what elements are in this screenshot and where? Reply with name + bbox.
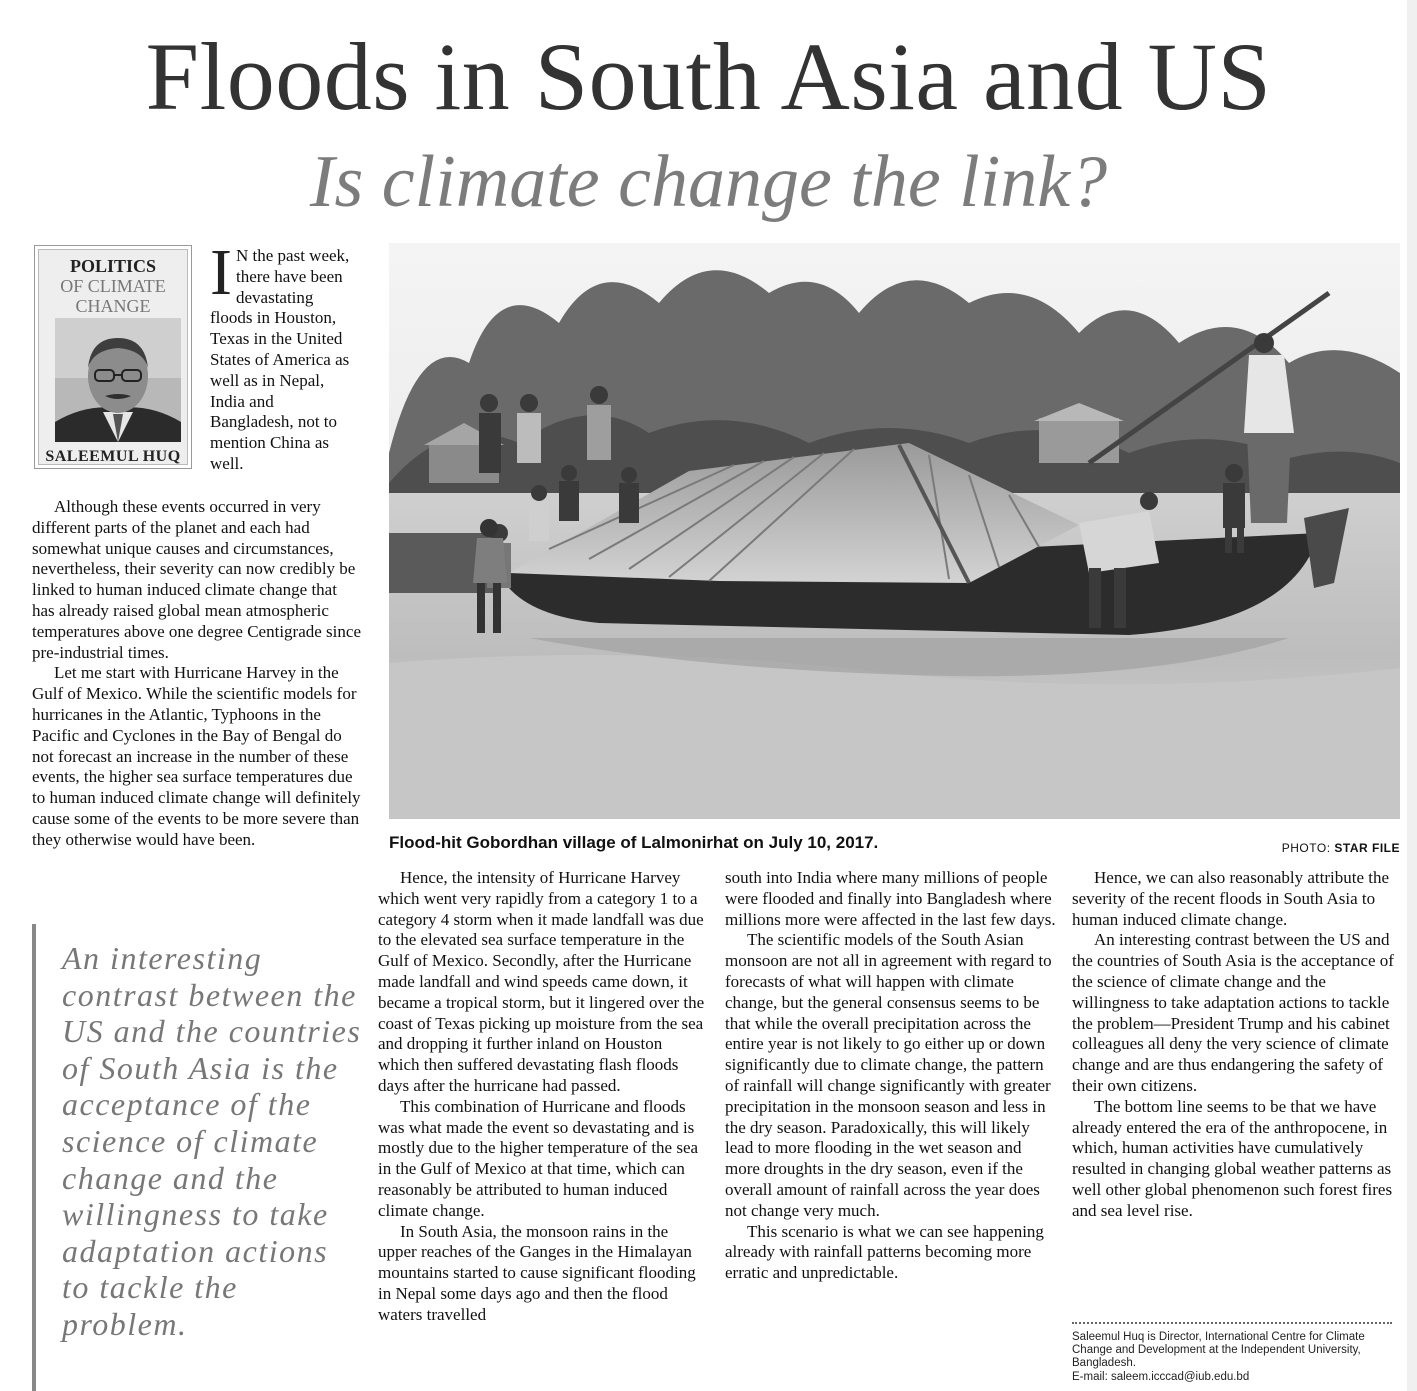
photo-credit-source: STAR FILE [1334,841,1400,855]
article-column-2 [378,868,708,1326]
article-column-1 [32,497,362,851]
paragraph: An interesting contrast between the US and the countries of South Asia is the acceptance of the science of climate change and the willingness to take adaptation actions to tackle the problem—President Trump and his cabinet colleagues all deny the very science of climate change and are thus endangering the safety of their own citizens. [1072,930,1394,1095]
paragraph: Let me start with Hurricane Harvey in the Gulf of Mexico. While the scientific models for hurricanes in the Atlantic, Typhoons in the Pacific and Cyclones in the Bay of Bengal do not forecast an increase in the number of these events, the higher sea surface temperatures due to human induced climate change will definitely cause some of the events to be more severe than they otherwise would have been. [32,663,361,849]
author-portrait [55,318,181,442]
intro-paragraph [210,236,360,475]
page-edge [1407,0,1417,1391]
author-bio [1072,1331,1402,1384]
photo-credit-label: PHOTO: [1281,841,1331,855]
paragraph: In South Asia, the monsoon rains in the upper reaches of the Ganges in the Himalayan mountains started to cause significant flooding in Nepal some days ago and then the flood waters travelled [378,1221,696,1324]
paragraph-continued: south into India where many millions of people were flooded and finally into Bangladesh where millions more were affected in the last few days. [725,868,1056,929]
flood-photo-image [389,243,1400,819]
drop-cap: I [210,236,232,309]
headline: Floods in South Asia and US [145,23,1272,130]
pull-quote-rule [32,924,36,1391]
column-series-subtitle-2: CHANGE [75,296,151,316]
subheadline: Is climate change the link? [309,141,1108,223]
author-bio-text: Saleemul Huq is Director, International Centre for Climate Change and Development at the Independent University, Bangladesh. [1072,1331,1365,1370]
article-column-3 [725,868,1060,1284]
article-column-4 [1072,868,1402,1222]
author-name: SALEEMUL HUQ [45,448,181,465]
pull-quote: An interesting contrast between the US and the countries of South Asia is the acceptance of the science of climate change and the willingness to take adaptation actions to tackle the problem. [62,940,362,1342]
paragraph: Although these events occurred in very different parts of the planet and each had somewhat unique causes and circumstances, nevertheless, their severity can now credibly be linked to human induced climate change that has already raised global mean atmospheric temperatures above one degree Centigrade since pre-industrial times. [32,497,361,662]
photo-caption: Flood-hit Gobordhan village of Lalmonirhat on July 10, 2017. [389,833,879,852]
intro-text: N the past week, there have been devastating floods in Houston, Texas in the United States of America as well as in Nepal, India and Bangladesh, not to mention China as well. [210,246,350,473]
column-badge [34,245,192,469]
paragraph: The scientific models of the South Asian monsoon are not all in agreement with regard to forecasts of what will happen with climate change, but the general consensus seems to be that while the overall precipitation across the entire year is not likely to go either up or down significantly due to climate change, the pattern of rainfall will change significantly with greater precipitation in the monsoon season and less in the dry season. Paradoxically, this will likely lead to more flooding in the wet season and more droughts in the dry season, even if the overall amount of rainfall across the year does not change very much. [725,930,1052,1220]
paragraph: Hence, the intensity of Hurricane Harvey which went very rapidly from a category 1 to a category 4 storm when it made landfall was due to the elevated sea surface temperature in the Gulf of Mexico. Secondly, after the Hurricane made landfall and wind speeds came down, it became a tropical storm, but it lingered over the coast of Texas picking up moisture from the sea and dropping it further inland on Houston which then suffered devastating flash floods days after the hurricane had passed. [378,868,705,1095]
author-portrait-image [55,318,181,442]
paragraph: The bottom line seems to be that we have already entered the era of the anthropocene, in which, human activities have cumulatively resulted in changing global weather patterns as well other global phenomenon such forest fires and sea level rise. [1072,1096,1393,1220]
column-badge-panel [38,249,188,465]
column-series-title: POLITICS [69,256,157,276]
paragraph: This scenario is what we can see happening already with rainfall patterns becoming more erratic and unpredictable. [725,1221,1044,1283]
author-email: E-mail: saleem.icccad@iub.edu.bd [1072,1370,1250,1383]
flood-photo [389,243,1400,819]
photo-credit [1150,840,1400,856]
paragraph: This combination of Hurricane and floods was what made the event so devastating and is mostly due to the higher temperature of the sea in the Gulf of Mexico at that time, which can reasonably be attributed to human induced climate change. [378,1096,699,1220]
column-series-subtitle-1: OF CLIMATE [60,276,166,296]
paragraph: Hence, we can also reasonably attribute the severity of the recent floods in South Asia to human induced climate change. [1072,868,1390,929]
bio-divider [1072,1322,1392,1324]
